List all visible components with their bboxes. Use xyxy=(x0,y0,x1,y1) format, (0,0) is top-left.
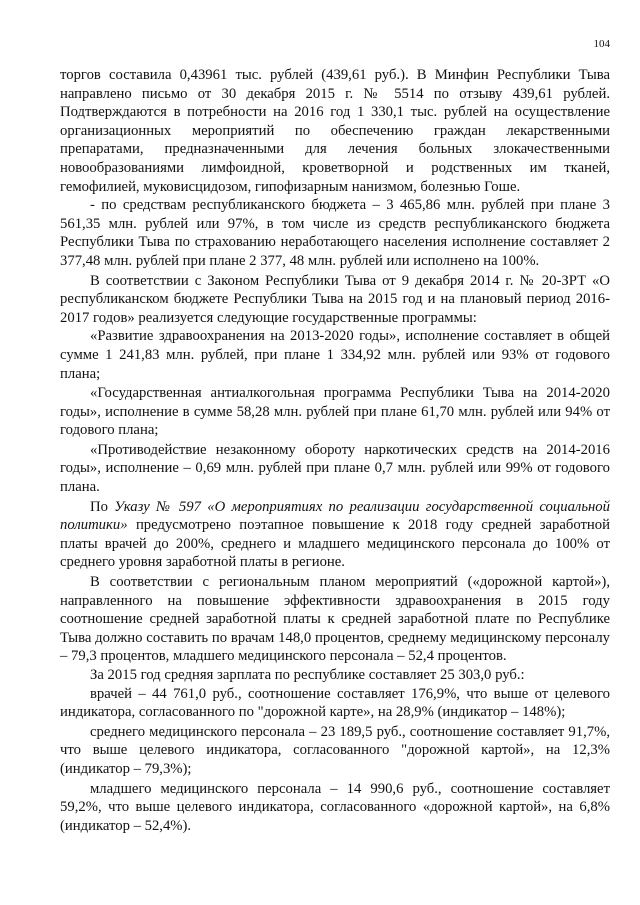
body-text xyxy=(60,66,610,835)
paragraph-procurement: торгов составила 0,43961 тыс. рублей (439,61 руб.). В Минфин Республики Тыва направлено письмо от 30 декабря 2015 г. № 5514 по отзыву 439,61 рублей. Подтверждаются в потребности на 2016 год 1 330,1 тыс. рублей на осуществление организационных мероприятий по обеспечению граждан лекарственными препаратами, предназначенными для лечения больных злокачественными новообразованиями лимфоидной, кроветворной и родственных им тканей, гемофилией, муковисцидозом, гипофизарным нанизмом, болезнью Гоше. xyxy=(60,67,610,195)
paragraph-decree-597 xyxy=(60,498,610,572)
decree-suffix: предусмотрено поэтапное повышение к 2018 году средней заработной платы врачей до 200%, среднего и младшего медицинского персонала до 100% от среднего уровня заработной платы в регионе. xyxy=(60,517,610,571)
paragraph-law-programs: В соответствии с Законом Республики Тыва от 9 декабря 2014 г. № 20-ЗРТ «О республиканском бюджете Республики Тыва на 2015 год и на плановый период 2016-2017 годов» реализуется следующие государственные программы: xyxy=(60,272,610,326)
paragraph-middle-staff: среднего медицинского персонала – 23 189,5 руб., соотношение составляет 91,7%, что выше целевого индикатора, согласованного "дорожной картой», на 12,3% (индикатор – 79,3%); xyxy=(60,723,610,777)
decree-title: Указу № 597 «О мероприятиях по реализации государственной социальной политики» xyxy=(60,498,610,534)
paragraph-republican-budget: - по средствам республиканского бюджета – 3 465,86 млн. рублей при плане 3 561,35 млн. рублей или 97%, в том числе из средств республиканского бюджета Республики Тыва по страхованию неработающего населения исполнение составляет 2 377,48 млн. рублей при плане 2 377, 48 млн. рублей или исполнено на 100%. xyxy=(60,197,610,269)
page-number: 104 xyxy=(593,38,610,50)
decree-prefix: По xyxy=(90,498,115,515)
paragraph-average-salary: За 2015 год средняя зарплата по республике составляет 25 303,0 руб.: xyxy=(90,667,525,683)
paragraph-program-healthcare: «Развитие здравоохранения на 2013-2020 годы», исполнение составляет в общей сумме 1 241,83 млн. рублей, при плане 1 334,92 млн. рублей или 93% от годового плана; xyxy=(60,328,610,382)
paragraph-program-antialcohol: «Государственная антиалкогольная программа Республики Тыва на 2014-2020 годы», исполнение в сумме 58,28 млн. рублей при плане 61,70 млн. рублей или 94% от годового плана; xyxy=(60,385,610,439)
paragraph-junior-staff: младшего медицинского персонала – 14 990,6 руб., соотношение составляет 59,2%, что выше целевого индикатора, согласованного «дорожной картой», на 6,8% (индикатор – 52,4%). xyxy=(60,780,610,834)
paragraph-doctors: врачей – 44 761,0 руб., соотношение составляет 176,9%, что выше от целевого индикатора, согласованного по "дорожной карте», на 28,9% (индикатор – 148%); xyxy=(60,685,610,721)
paragraph-program-antidrug: «Противодействие незаконному обороту наркотических средств на 2014-2016 годы», исполнение – 0,69 млн. рублей при плане 0,7 млн. рублей или 99% от годового плана. xyxy=(60,441,610,496)
paragraph-roadmap: В соответствии с региональным планом мероприятий («дорожной картой»), направленного на повышение эффективности здравоохранения в 2015 году соотношение средней заработной платы к средней заработной плате по Республике Тыва должно составить по врачам 148,0 процентов, среднему медицинскому персоналу – 79,3 процентов, младшего медицинского персонала – 52,4 процентов. xyxy=(60,574,610,665)
